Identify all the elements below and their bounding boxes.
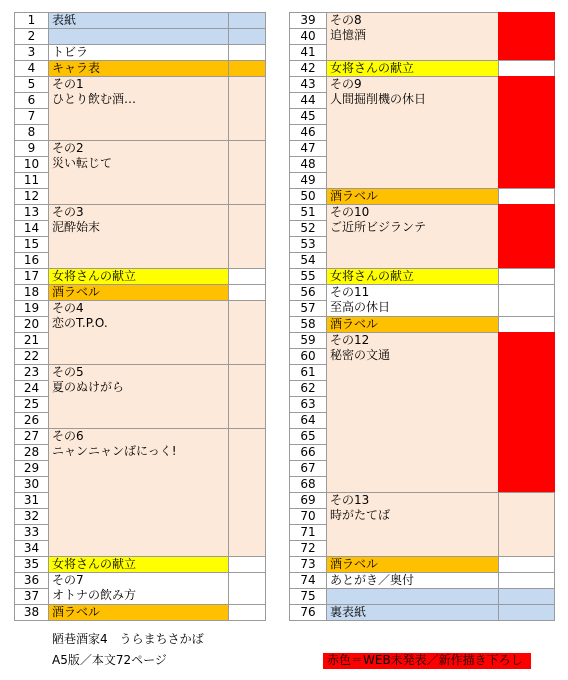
row-number[interactable]: 22 <box>14 348 49 365</box>
status-cell[interactable] <box>228 28 266 45</box>
row-number[interactable]: 52 <box>289 220 327 237</box>
row-number[interactable]: 14 <box>14 220 49 237</box>
row-number[interactable]: 75 <box>289 588 327 605</box>
row-number[interactable]: 15 <box>14 236 49 253</box>
row-number[interactable]: 61 <box>289 364 327 381</box>
content-line: 女将さんの献立 <box>52 557 137 571</box>
content-line: 酒ラベル <box>52 285 101 299</box>
content-cell[interactable] <box>326 572 499 589</box>
content-line: その7 <box>52 573 84 587</box>
content-cell[interactable] <box>326 204 499 269</box>
row-number[interactable]: 8 <box>14 124 49 141</box>
content-line: トビラ <box>52 45 89 59</box>
row-number[interactable]: 54 <box>289 252 327 269</box>
row-number[interactable]: 7 <box>14 108 49 125</box>
row-number[interactable]: 71 <box>289 524 327 541</box>
content-line: その1 <box>52 77 84 91</box>
row-number[interactable]: 45 <box>289 108 327 125</box>
row-number[interactable]: 65 <box>289 428 327 445</box>
content-line: 表紙 <box>52 13 77 27</box>
row-number[interactable]: 18 <box>14 284 49 301</box>
content-line: 女将さんの献立 <box>52 269 137 283</box>
content-cell[interactable] <box>48 76 229 141</box>
row-number[interactable]: 25 <box>14 396 49 413</box>
row-number[interactable]: 33 <box>14 524 49 541</box>
row-number[interactable]: 5 <box>14 76 49 93</box>
content-line: その8 <box>330 13 362 27</box>
row-number[interactable]: 49 <box>289 172 327 189</box>
row-number[interactable]: 70 <box>289 508 327 525</box>
content-line: その3 <box>52 205 84 219</box>
content-line: その5 <box>52 365 84 379</box>
row-number[interactable]: 30 <box>14 476 49 493</box>
row-number[interactable]: 64 <box>289 412 327 429</box>
content-line: 災い転じて <box>52 156 113 170</box>
content-line: ニャンニャンばにっく! <box>52 444 177 458</box>
content-line: キャラ表 <box>52 61 101 75</box>
row-number[interactable]: 21 <box>14 332 49 349</box>
content-line: あとがき／奥付 <box>330 573 415 587</box>
row-number[interactable]: 10 <box>14 156 49 173</box>
content-cell[interactable] <box>48 28 229 45</box>
row-number[interactable]: 11 <box>14 172 49 189</box>
status-cell[interactable] <box>228 300 266 365</box>
content-line: その9 <box>330 77 362 91</box>
content-cell[interactable] <box>48 572 229 605</box>
content-line: 人間掘削機の休日 <box>330 92 427 106</box>
status-cell[interactable] <box>228 12 266 29</box>
content-line: 酒ラベル <box>330 557 379 571</box>
row-number[interactable]: 58 <box>289 316 327 333</box>
row-number[interactable]: 23 <box>14 364 49 381</box>
content-cell[interactable] <box>326 316 499 333</box>
row-number[interactable]: 1 <box>14 12 49 29</box>
row-number[interactable]: 63 <box>289 396 327 413</box>
content-line: その4 <box>52 301 84 315</box>
status-cell[interactable] <box>498 332 555 493</box>
content-line: その6 <box>52 429 84 443</box>
row-number[interactable]: 31 <box>14 492 49 509</box>
row-number[interactable]: 74 <box>289 572 327 589</box>
row-number[interactable]: 39 <box>289 12 327 29</box>
content-cell[interactable] <box>326 76 499 205</box>
content-line: 至高の休日 <box>330 300 391 314</box>
content-cell[interactable] <box>48 300 229 365</box>
content-line: その13 <box>330 493 370 507</box>
row-number[interactable]: 76 <box>289 604 327 621</box>
status-cell[interactable] <box>228 204 266 269</box>
row-number[interactable]: 20 <box>14 316 49 333</box>
status-cell[interactable] <box>498 572 555 589</box>
row-number[interactable]: 27 <box>14 428 49 445</box>
content-line: ひとり飲む酒… <box>52 92 137 106</box>
row-number[interactable]: 44 <box>289 92 327 109</box>
row-number[interactable]: 72 <box>289 540 327 557</box>
row-number[interactable]: 41 <box>289 44 327 61</box>
status-cell[interactable] <box>498 284 555 317</box>
content-line: その2 <box>52 141 84 155</box>
row-number[interactable]: 37 <box>14 588 49 605</box>
row-number[interactable]: 17 <box>14 268 49 285</box>
status-cell[interactable] <box>498 188 555 205</box>
row-number[interactable]: 46 <box>289 124 327 141</box>
content-cell[interactable] <box>48 140 229 205</box>
content-line: 酒ラベル <box>52 605 101 619</box>
content-cell[interactable] <box>326 332 499 493</box>
row-number[interactable]: 51 <box>289 204 327 221</box>
status-cell[interactable] <box>498 204 555 269</box>
content-cell[interactable] <box>326 588 499 605</box>
content-line: オトナの飲み方 <box>52 588 137 602</box>
row-number[interactable]: 35 <box>14 556 49 573</box>
status-cell[interactable] <box>228 60 266 77</box>
status-cell[interactable] <box>228 76 266 141</box>
row-number[interactable]: 9 <box>14 140 49 157</box>
status-cell[interactable] <box>498 76 555 189</box>
content-line: その11 <box>330 285 370 299</box>
content-cell[interactable] <box>48 556 229 573</box>
status-cell[interactable] <box>498 268 555 285</box>
content-line: 夏のぬけがら <box>52 380 125 394</box>
row-number[interactable]: 50 <box>289 188 327 205</box>
row-number[interactable]: 34 <box>14 540 49 557</box>
status-cell[interactable] <box>498 556 555 573</box>
row-number[interactable]: 55 <box>289 268 327 285</box>
row-number[interactable]: 24 <box>14 380 49 397</box>
row-number[interactable]: 36 <box>14 572 49 589</box>
content-cell[interactable] <box>48 284 229 301</box>
book-title: 陋巷酒家4 うらまちさかば <box>52 632 204 646</box>
content-line: 追憶酒 <box>330 28 367 42</box>
row-number[interactable]: 32 <box>14 508 49 525</box>
content-cell[interactable] <box>326 492 499 557</box>
content-line: 酒ラベル <box>330 317 379 331</box>
status-cell[interactable] <box>498 588 555 605</box>
content-cell[interactable] <box>326 604 499 621</box>
content-cell[interactable] <box>48 604 229 621</box>
status-cell[interactable] <box>498 604 555 621</box>
content-cell[interactable] <box>48 268 229 285</box>
row-number[interactable]: 3 <box>14 44 49 61</box>
status-cell[interactable] <box>498 12 555 61</box>
status-cell[interactable] <box>228 604 266 621</box>
status-cell[interactable] <box>228 284 266 301</box>
content-cell[interactable] <box>48 12 229 29</box>
status-cell[interactable] <box>228 572 266 605</box>
row-number[interactable]: 48 <box>289 156 327 173</box>
row-number[interactable]: 59 <box>289 332 327 349</box>
row-number[interactable]: 68 <box>289 476 327 493</box>
content-line: 恋のT.P.O. <box>52 316 108 330</box>
row-number[interactable]: 73 <box>289 556 327 573</box>
status-cell[interactable] <box>228 268 266 285</box>
row-number[interactable]: 12 <box>14 188 49 205</box>
content-cell[interactable] <box>48 204 229 269</box>
row-number[interactable]: 16 <box>14 252 49 269</box>
row-number[interactable]: 57 <box>289 300 327 317</box>
row-number[interactable]: 13 <box>14 204 49 221</box>
content-cell[interactable] <box>326 556 499 573</box>
status-cell[interactable] <box>228 364 266 429</box>
content-cell[interactable] <box>48 44 229 61</box>
content-line: その12 <box>330 333 370 347</box>
row-number[interactable]: 66 <box>289 444 327 461</box>
content-cell[interactable] <box>326 12 499 61</box>
row-number[interactable]: 53 <box>289 236 327 253</box>
status-cell[interactable] <box>228 140 266 205</box>
content-line: 酒ラベル <box>330 189 379 203</box>
row-number[interactable]: 28 <box>14 444 49 461</box>
content-line: ご近所ビジランテ <box>330 220 427 234</box>
row-number[interactable]: 29 <box>14 460 49 477</box>
row-number[interactable]: 42 <box>289 60 327 77</box>
content-line: 女将さんの献立 <box>330 61 415 75</box>
content-line: その10 <box>330 205 370 219</box>
row-number[interactable]: 2 <box>14 28 49 45</box>
status-cell[interactable] <box>228 556 266 573</box>
row-number[interactable]: 43 <box>289 76 327 93</box>
row-number[interactable]: 69 <box>289 492 327 509</box>
content-cell[interactable] <box>326 188 499 205</box>
row-number[interactable]: 38 <box>14 604 49 621</box>
status-cell[interactable] <box>228 44 266 61</box>
row-number[interactable]: 26 <box>14 412 49 429</box>
row-number[interactable]: 40 <box>289 28 327 45</box>
row-number[interactable]: 62 <box>289 380 327 397</box>
row-number[interactable]: 60 <box>289 348 327 365</box>
row-number[interactable]: 19 <box>14 300 49 317</box>
row-number[interactable]: 56 <box>289 284 327 301</box>
status-cell[interactable] <box>498 316 555 333</box>
content-cell[interactable] <box>326 60 499 77</box>
row-number[interactable]: 67 <box>289 460 327 477</box>
status-cell[interactable] <box>498 60 555 77</box>
content-line: 秘密の文通 <box>330 348 391 362</box>
book-spec: A5版／本文72ページ <box>52 653 167 667</box>
content-line: 裏表紙 <box>330 605 367 619</box>
content-cell[interactable] <box>48 364 229 429</box>
content-line: 女将さんの献立 <box>330 269 415 283</box>
content-cell[interactable] <box>326 284 499 317</box>
row-number[interactable]: 47 <box>289 140 327 157</box>
row-number[interactable]: 6 <box>14 92 49 109</box>
content-line: 泥酔始末 <box>52 220 101 234</box>
row-number[interactable]: 4 <box>14 60 49 77</box>
status-cell[interactable] <box>498 492 555 557</box>
status-cell[interactable] <box>228 428 266 557</box>
content-cell[interactable] <box>326 268 499 285</box>
legend-red-note: 赤色＝WEB未発表／新作描き下ろし <box>323 653 531 669</box>
content-line: 時がたてば <box>330 508 391 522</box>
content-cell[interactable] <box>48 428 229 557</box>
content-cell[interactable] <box>48 60 229 77</box>
